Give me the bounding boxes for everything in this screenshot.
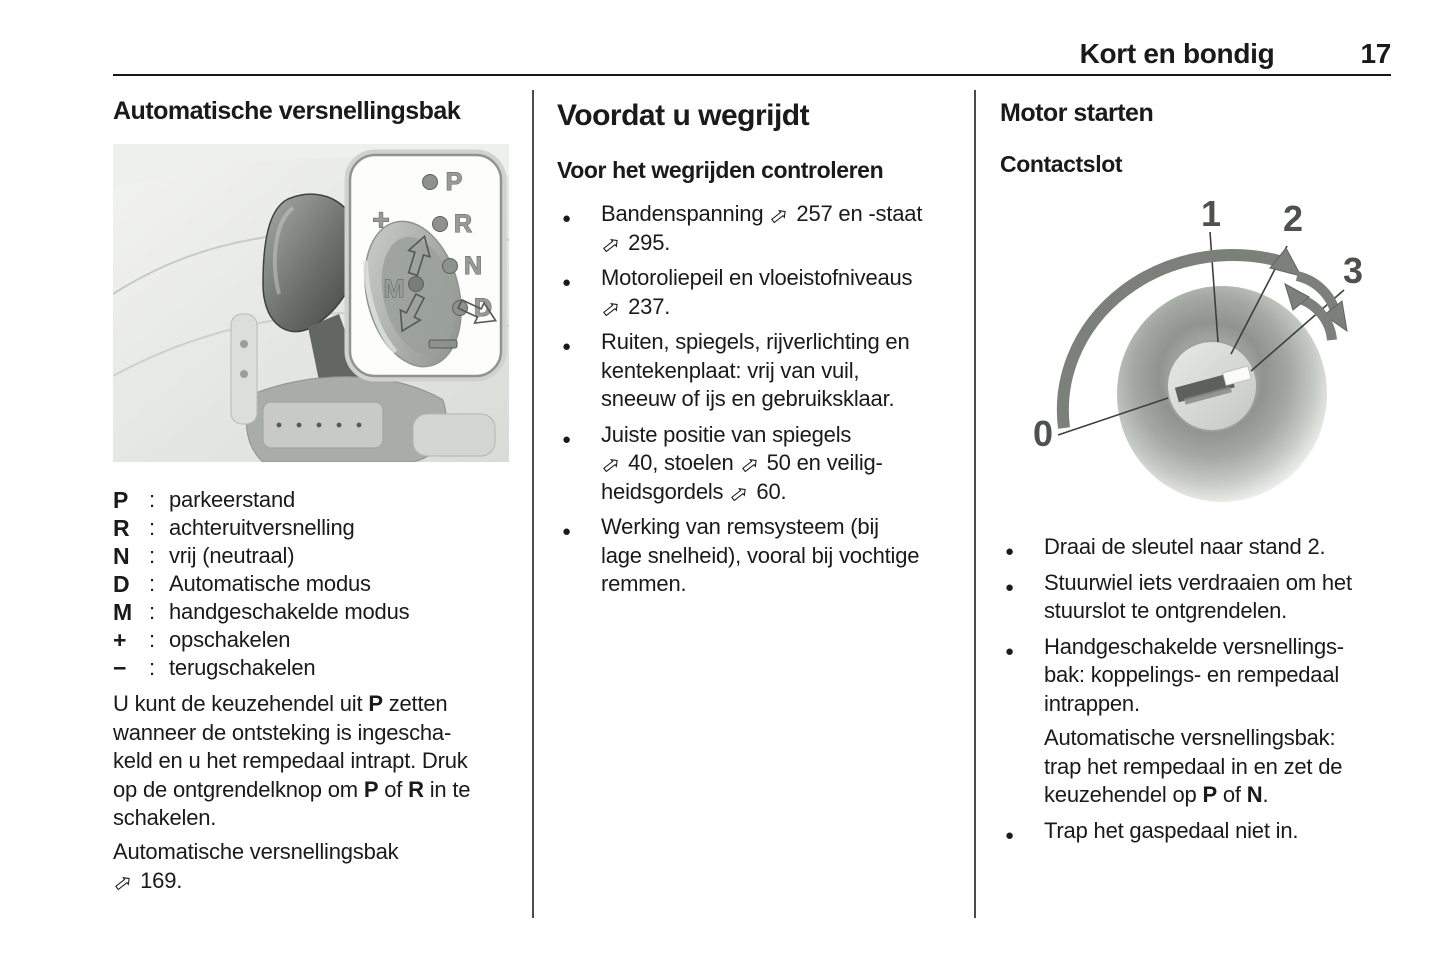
legend-row-D (113, 570, 523, 598)
column-divider-1 (532, 90, 534, 918)
pre-drive-checklist (557, 200, 967, 606)
legend-key: R (113, 515, 130, 541)
list-item (1000, 817, 1410, 846)
legend-colon: : (149, 543, 155, 568)
legend-desc: parkeerstand (169, 487, 296, 512)
indicator-mark (297, 423, 302, 428)
inset-label-minus (429, 340, 457, 348)
column-divider-2 (974, 90, 976, 918)
legend-key: D (113, 571, 130, 597)
list-item (557, 328, 967, 414)
legend-colon: : (149, 515, 155, 540)
legend-colon: : (149, 599, 155, 624)
bullet-icon: ● (562, 274, 571, 291)
legend-colon: : (149, 627, 155, 652)
inset-label-D: D (473, 294, 493, 322)
page-reference-arrow-icon: ⇨ (595, 292, 626, 324)
list-item-text: Draai de sleutel naar stand 2. (1044, 534, 1326, 559)
legend-colon: : (149, 571, 155, 596)
inset-label-M: M (383, 275, 405, 303)
page-reference-arrow-icon: ⇨ (764, 200, 794, 232)
legend-row-plus (113, 626, 523, 654)
bullet-icon: ● (562, 210, 571, 227)
list-item-text: Stuurwiel iets verdraaien om het stuurslot te ontgrendelen. (1044, 569, 1352, 623)
indicator-mark (357, 423, 362, 428)
page-reference-arrow-icon: ⇨ (107, 866, 138, 898)
ignition-lock-drawing (1000, 188, 1396, 524)
inset-label-P: P (445, 168, 463, 196)
list-item (1000, 533, 1410, 562)
subheading-ignition-switch: Contactslot (1000, 151, 1123, 177)
list-item (557, 200, 967, 260)
legend-key: − (113, 655, 127, 681)
transmission-reference: Automatische versnellingsbak ⇨ 169. (107, 839, 399, 898)
legend-row-N (113, 542, 523, 570)
heading-automatic-transmission: Automatische versnellingsbak (113, 97, 461, 125)
legend-desc: Automatische modus (169, 571, 371, 596)
list-item-text: Werking van remsysteem (bij lage snelheid), vooral bij vochtige remmen. (601, 514, 920, 596)
indicator-mark (317, 423, 322, 428)
list-item-text: Ruiten, spiegels, rijverlichting en kentekenplaat: vrij van vuil, sneeuw of ijs en gebruiksklaar. (601, 329, 910, 411)
detent-dot-R (433, 217, 448, 232)
ignition-position-2: 2 (1282, 198, 1304, 239)
indicator-mark (277, 423, 282, 428)
detent-dot-P (423, 175, 438, 190)
page-reference-arrow-icon: ⇨ (734, 449, 765, 481)
list-item-text: Bandenspanning ⇨ 257 en -staat ⇨ 295. (595, 200, 923, 260)
turn-arc-arrowhead (1270, 248, 1301, 276)
page-reference-arrow-icon: ⇨ (595, 228, 626, 260)
header-rule (113, 74, 1391, 76)
page-reference-arrow-icon: ⇨ (724, 477, 754, 509)
legend-desc: achteruitversnelling (169, 515, 355, 540)
list-item (1000, 633, 1410, 810)
bullet-icon: ● (1005, 642, 1014, 660)
legend-desc: opschakelen (169, 627, 291, 652)
list-item (557, 421, 967, 507)
ignition-position-0: 0 (1032, 413, 1054, 454)
page-number: 17 (1360, 38, 1391, 69)
legend-desc: handgeschakelde modus (169, 599, 410, 624)
list-item-text: Trap het gaspedaal niet in. (1044, 817, 1299, 843)
legend-colon: : (149, 655, 155, 680)
list-item-text: Motoroliepeil en vloeistofniveaus ⇨ 237. (595, 265, 913, 324)
bullet-icon: ● (1005, 826, 1014, 844)
page-reference-arrow-icon: ⇨ (595, 449, 626, 481)
side-button (240, 370, 248, 378)
legend-key: + (113, 627, 127, 653)
bullet-icon: ● (562, 523, 571, 540)
ignition-position-3: 3 (1342, 250, 1364, 291)
side-button (240, 340, 248, 348)
gear-shifter-photo (113, 144, 509, 462)
bullet-icon: ● (562, 338, 571, 355)
legend-colon: : (149, 487, 155, 512)
legend-key: M (113, 599, 132, 625)
detent-dot-M (409, 277, 424, 292)
heading-engine-start: Motor starten (1000, 99, 1154, 127)
gear-legend (113, 486, 523, 682)
bullet-icon: ● (1005, 578, 1014, 596)
inset-label-N: N (463, 252, 483, 280)
bullet-icon: ● (562, 430, 571, 448)
legend-row-R (113, 514, 523, 542)
section-title: Kort en bondig (1079, 38, 1275, 69)
inset-label-plus: + (372, 204, 390, 237)
list-item (557, 513, 967, 599)
legend-row-minus (113, 654, 523, 682)
legend-key: N (113, 543, 130, 569)
list-item (557, 264, 967, 324)
legend-desc: terugschakelen (169, 655, 316, 680)
inset-label-R: R (453, 210, 473, 238)
detent-dot-N (443, 259, 458, 274)
gear-shifter-illustration (113, 144, 509, 462)
engine-start-steps (1000, 533, 1410, 852)
ignition-position-1: 1 (1200, 193, 1222, 234)
indicator-mark (337, 423, 342, 428)
heading-before-driving: Voordat u wegrijdt (557, 99, 810, 132)
legend-desc: vrij (neutraal) (169, 543, 295, 568)
ignition-switch-diagram (1000, 188, 1396, 524)
list-item (1000, 569, 1410, 626)
bullet-icon: ● (1005, 543, 1014, 560)
subheading-checks: Voor het wegrijden controleren (557, 157, 884, 183)
list-item-text: Juiste positie van spiegels ⇨ 40, stoelen ⇨ 50 en veilig- heidsgordels ⇨ 60. (595, 421, 883, 509)
legend-row-P (113, 486, 523, 514)
storage-tray (413, 414, 495, 456)
side-button-panel (231, 314, 257, 424)
list-item-text: Handgeschakelde versnellings- bak: koppelings- en rempedaal intrappen. (1044, 633, 1344, 716)
automatic-transmission-note: Automatische versnellingsbak: trap het rempedaal in en zet de keuzehendel op P of N. (1044, 725, 1343, 807)
legend-row-M (113, 598, 523, 626)
legend-key: P (113, 487, 129, 513)
selector-paragraph: U kunt de keuzehendel uit P zetten wanneer de ontsteking is ingescha- keld en u het rempedaal intrapt. Druk op de ontgrendelknop om P of R in te schakelen. (113, 691, 471, 830)
page-header (113, 38, 1391, 70)
